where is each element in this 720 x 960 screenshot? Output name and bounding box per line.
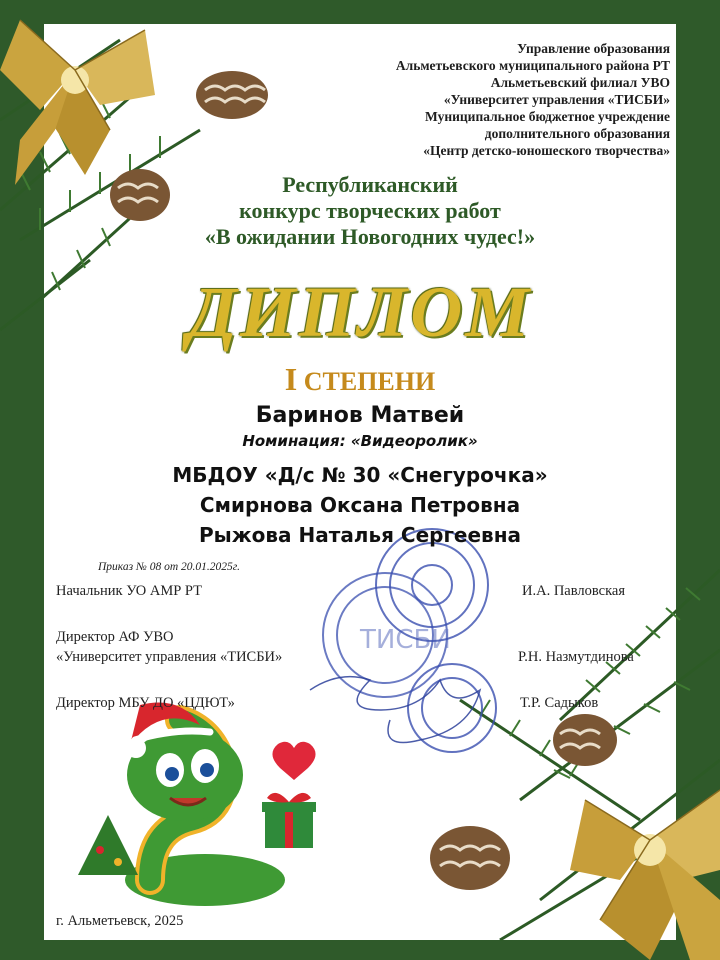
organizer-line: Альметьевский филиал УВО bbox=[490, 75, 670, 90]
signature-name: Т.Р. Садыков bbox=[520, 695, 599, 711]
signature-position: Директор АФ УВО bbox=[56, 629, 174, 645]
degree-word: СТЕПЕНИ bbox=[303, 367, 436, 396]
organizer-line: Управление образования bbox=[517, 41, 670, 56]
teacher-name: Рыжова Наталья Сергеевна bbox=[198, 523, 522, 547]
signature-name: И.А. Павловская bbox=[522, 583, 625, 599]
gift-box-icon bbox=[262, 793, 316, 848]
organizer-line: Муниципальное бюджетное учреждение bbox=[425, 109, 670, 124]
snake-mascot-icon bbox=[125, 703, 285, 907]
teacher-name: Смирнова Оксана Петровна bbox=[199, 493, 521, 517]
organizers-header bbox=[250, 40, 670, 159]
city-year: г. Альметьевск, 2025 bbox=[56, 913, 184, 929]
contest-title bbox=[120, 172, 620, 250]
gold-bow-bottom-right-icon bbox=[570, 790, 720, 960]
mini-tree-icon bbox=[78, 815, 138, 875]
organizer-line: «Центр детско-юношеского творчества» bbox=[423, 143, 670, 158]
stamp-tisbi-icon bbox=[323, 573, 451, 697]
organizer-line: «Университет управления «ТИСБИ» bbox=[443, 92, 670, 107]
degree-number: I bbox=[284, 361, 298, 397]
order-number: Приказ № 08 от 20.01.2025г. bbox=[98, 561, 240, 573]
signature-icon bbox=[310, 677, 480, 743]
signature-name: Р.Н. Назмутдинова bbox=[518, 649, 634, 665]
diploma-title: ДИПЛОМ bbox=[187, 272, 533, 352]
heart-icon bbox=[272, 742, 315, 780]
contest-line: Республиканский bbox=[282, 172, 458, 197]
signature-position-line2: «Университет управления «ТИСБИ» bbox=[56, 649, 283, 665]
signature-position: Начальник УО АМР РТ bbox=[56, 583, 203, 599]
degree-label bbox=[210, 362, 510, 399]
stamp-documents-small-icon bbox=[408, 664, 496, 752]
svg-text:ТИСБИ: ТИСБИ bbox=[360, 625, 451, 655]
pine-cone-bottom-left-icon bbox=[430, 826, 510, 890]
signature-position: Директор МБУ ДО «ЦДЮТ» bbox=[56, 695, 235, 711]
organizer-line: Альметьевского муниципального района РТ bbox=[395, 58, 670, 73]
organizer-line: дополнительного образования bbox=[484, 126, 670, 141]
winner-name: Баринов Матвей bbox=[255, 403, 465, 428]
contest-line: «В ожидании Новогодних чудес!» bbox=[204, 224, 536, 249]
gold-bow-top-left-icon bbox=[0, 20, 155, 185]
institution-name: МБДОУ «Д/с № 30 «Снегурочка» bbox=[172, 463, 548, 487]
nomination-label: Номинация: «Видеоролик» bbox=[242, 432, 478, 450]
contest-line: конкурс творческих работ bbox=[239, 198, 501, 223]
pine-cone-bottom-right-icon bbox=[553, 714, 617, 766]
